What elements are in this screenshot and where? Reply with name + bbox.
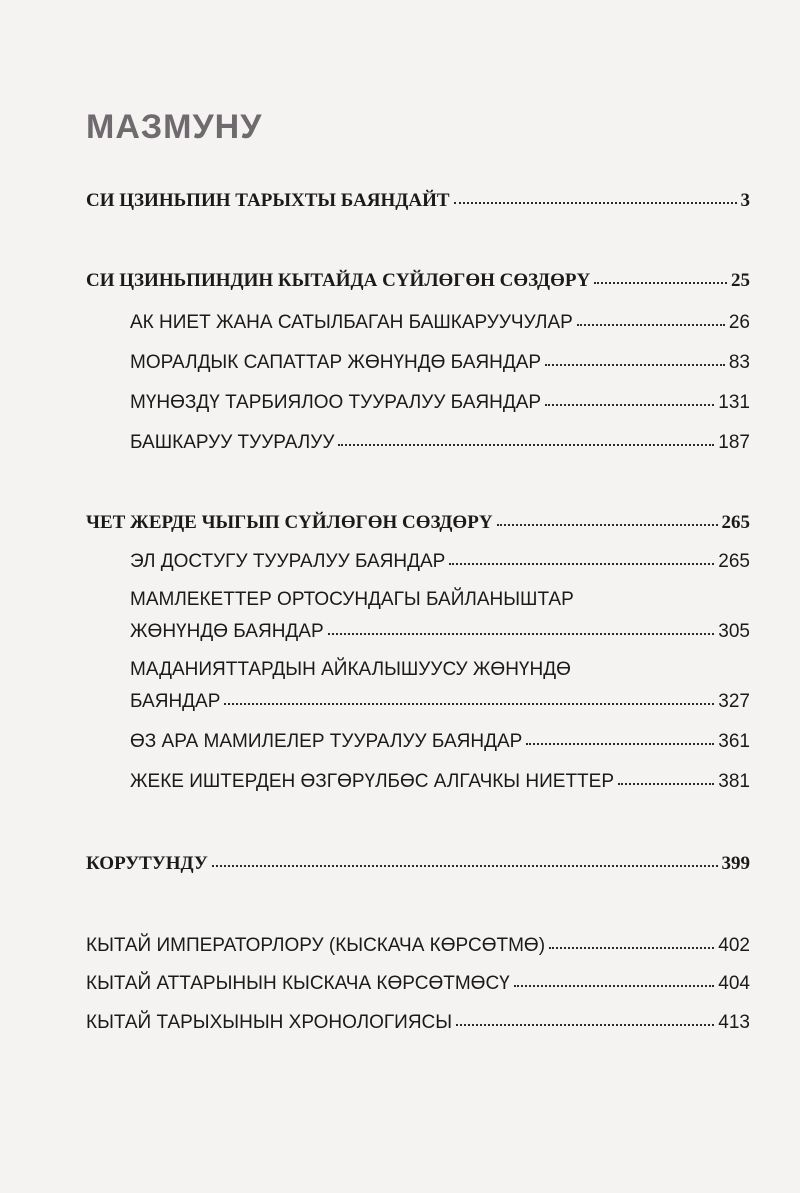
dot-leader <box>514 985 715 987</box>
toc-entry-title: КЫТАЙ ИМПЕРАТОРЛОРУ (КЫСКАЧА КӨРСӨТМӨ) <box>86 935 546 956</box>
toc-entry-title: ЖӨНҮНДӨ БАЯНДАР <box>130 621 324 642</box>
toc-entry-page: 25 <box>731 270 750 291</box>
dot-leader <box>449 563 714 565</box>
toc-entry-page: 361 <box>718 731 750 752</box>
toc-entry-title: МҮНӨЗДҮ ТАРБИЯЛОО ТУУРАЛУУ БАЯНДАР <box>130 392 542 413</box>
toc-entry-page: 327 <box>718 691 750 712</box>
toc-entry-page: 131 <box>718 392 750 413</box>
toc-subentry <box>130 621 750 643</box>
toc-entry-page: 187 <box>718 432 750 453</box>
dot-leader <box>549 947 714 949</box>
dot-leader <box>497 524 718 526</box>
toc-entry-page: 399 <box>721 853 750 874</box>
toc-entry-title: КЫТАЙ АТТАРЫНЫН КЫСКАЧА КӨРСӨТМӨСҮ <box>86 973 510 994</box>
toc-entry-page: 305 <box>718 621 750 642</box>
toc-entry-page: 402 <box>718 935 750 956</box>
toc-entry-title: ӨЗ АРА МАМИЛЕЛЕР ТУУРАЛУУ БАЯНДАР <box>130 731 523 752</box>
toc-entry-title: СИ ЦЗИНЬПИН ТАРЫХТЫ БАЯНДАЙТ <box>86 190 450 211</box>
toc-subentry <box>130 432 750 454</box>
toc-subentry-title-line1: МАМЛЕКЕТТЕР ОРТОСУНДАГЫ БАЙЛАНЫШТАР <box>130 589 574 610</box>
toc-entry-title: СИ ЦЗИНЬПИНДИН КЫТАЙДА СҮЙЛӨГӨН СӨЗДӨРҮ <box>86 270 591 291</box>
toc-entry <box>86 512 750 534</box>
toc-entry-page: 265 <box>721 512 750 533</box>
dot-leader <box>545 404 714 406</box>
toc-subentry <box>130 731 750 753</box>
toc-entry <box>86 853 750 875</box>
toc-entry-title: ЧЕТ ЖЕРДЕ ЧЫГЫП СҮЙЛӨГӨН СӨЗДӨРҮ <box>86 512 493 533</box>
toc-subentry <box>130 551 750 573</box>
toc-entry-title: ЖЕКЕ ИШТЕРДЕН ӨЗГӨРҮЛБӨС АЛГАЧКЫ НИЕТТЕР <box>130 771 615 792</box>
toc-entry-title: АК НИЕТ ЖАНА САТЫЛБАГАН БАШКАРУУЧУЛАР <box>130 312 573 333</box>
toc-subentry <box>130 691 750 713</box>
dot-leader <box>618 783 714 785</box>
dot-leader <box>224 703 714 705</box>
toc-entry-page: 26 <box>728 312 750 333</box>
toc-entry-title: КОРУТУНДУ <box>86 853 208 874</box>
toc-entry-page: 381 <box>718 771 750 792</box>
dot-leader <box>577 324 725 326</box>
toc-heading: МАЗМУНУ <box>86 108 263 146</box>
toc-subentry <box>130 392 750 414</box>
toc-subentry-title-line1: МАДАНИЯТТАРДЫН АЙКАЛЫШУУСУ ЖӨНҮНДӨ <box>130 659 571 680</box>
toc-entry-page: 404 <box>718 973 750 994</box>
toc-entry-page: 3 <box>740 190 750 211</box>
toc-subentry <box>130 352 750 374</box>
dot-leader <box>454 202 737 204</box>
toc-appendix-entry <box>86 935 750 957</box>
toc-entry-page: 413 <box>718 1012 750 1033</box>
toc-entry-title: БАШКАРУУ ТУУРАЛУУ <box>130 432 335 453</box>
toc-entry-page: 83 <box>728 352 750 373</box>
toc-appendix-entry <box>86 1012 750 1034</box>
toc-entry <box>86 190 750 212</box>
toc-entry-title: КЫТАЙ ТАРЫХЫНЫН ХРОНОЛОГИЯСЫ <box>86 1012 453 1033</box>
toc-subentry <box>130 771 750 793</box>
dot-leader <box>328 633 715 635</box>
dot-leader <box>526 743 714 745</box>
toc-entry-page: 265 <box>718 551 750 572</box>
toc-entry-title: ЭЛ ДОСТУГУ ТУУРАЛУУ БАЯНДАР <box>130 551 446 572</box>
dot-leader <box>594 282 727 284</box>
dot-leader <box>212 865 718 867</box>
toc-entry-title: БАЯНДАР <box>130 691 221 712</box>
toc-entry <box>86 270 750 292</box>
toc-appendix-entry <box>86 973 750 995</box>
dot-leader <box>545 364 725 366</box>
toc-entry-title: МОРАЛДЫК САПАТТАР ЖӨНҮНДӨ БАЯНДАР <box>130 352 542 373</box>
toc-subentry <box>130 312 750 334</box>
dot-leader <box>456 1024 714 1026</box>
dot-leader <box>338 444 714 446</box>
